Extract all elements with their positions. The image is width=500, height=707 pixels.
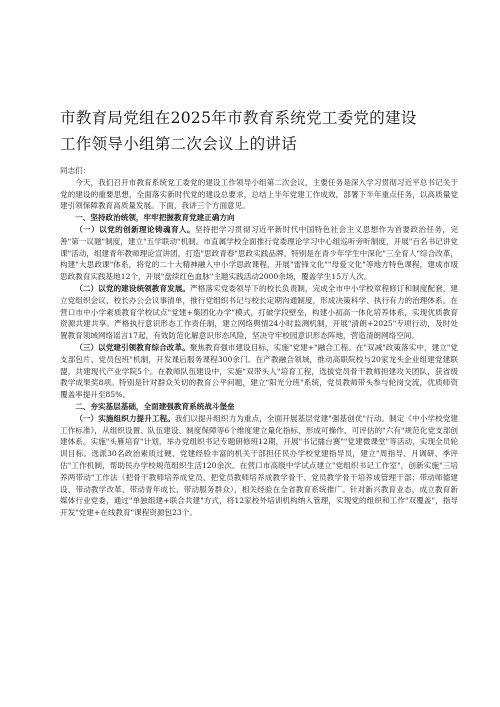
section-1-sub-3-text: 聚焦教育强市建设目标，实施"党建+"融合工程。在"双减"政策落实中，建立"党支部包片、党员包班"机制，开发课后服务课程300余门。在产教融合领域，推动高职院校与20家龙头企业组建党建联盟，共建现代产业学院5个。在教师队伍建设中，实施"双带头人"培育工程，选拔党员骨干教师担建攻关团队，获省级教学成果奖8项。特别是针对群众关切的教育公平问题，建立"阳光分班"系统，党员教师带头参与轮岗交流，优质师资覆盖率提升至85%。 bbox=[60, 342, 458, 400]
section-2-sub-1-text: 我们以提升组织力为重点，全面开展基层党建"强基创优"行动。制定《中小学校党建工作标准》，从组织设置、队伍建设、制度保障等6个维度建立量化指标，形成可操作、可评估的"六有"规范化党支部创建体系。实施"头雁培育"计划，举办党组织书记专题研修班12期，开展"书记擂台赛""党建微课堂"等活动，实现全员轮训目标。选派30名政治素质过硬、党建经验丰富的机关干部担任民办学校党建指导员，建立"周指导、月调研、季评估"工作机制，帮助民办学校规范组织生活120余次。在营口市高级中学试点建立"党组织书记工作室"，创新实施"三培养两带动"工作法（把骨干教师培养成党员、把党员教师培养成教学骨干、党员教学骨干培养成管理干部；带动师德建设、带动教学改革、带动青年成长、带动服务群众），相关经验在全省教育系统推广。针对新兴教育业态，成立教育新媒体行业党委，通过"单独组建+联合共建"方式，将12家校外培训机构纳入管理，实现党的组织和工作"双覆盖"，指导开发"党建+在线教育"课程资源包23个。 bbox=[60, 413, 459, 518]
document-title-line-2: 工作领导小组第二次会议上的讲话 bbox=[60, 135, 298, 153]
section-1-sub-3-lead: （三）以党建引领教育综合改革。 bbox=[75, 342, 190, 352]
section-1-sub-1-text: 坚持把学习贯彻习近平新时代中国特色社会主义思想作为首要政治任务，完善"第一议题"制度，建立"五学联动"机制。市直属学校全面推行党委理论学习中心组巡听旁听制度，开展"百名书记讲党课"活动，组建青年教师理论宣讲团，打造"思政青春"思政实践品牌。特别是在青少年学生中深化"三全育人"综合改革，构建"大思政课"体系，将党的二十大精神融入中小学思政课程，开展"雷锋文化""母爱文化"等地方特色课程，建成市级思政教育实践基地12个，开展"盘续红色血脉"主题实践活动2000余场，覆盖学生15万人次。 bbox=[60, 224, 458, 282]
section-1-paragraph-2 bbox=[60, 283, 458, 342]
section-1-sub-2-lead: （二）以党的建设统领教育发展。 bbox=[75, 283, 191, 293]
greeting: 同志们： bbox=[60, 166, 91, 175]
section-2-heading: 二、夯实基层基础，全面建强教育系统战斗堡垒 bbox=[75, 401, 235, 411]
intro-paragraph: 今天，我们召开市教育系统党工委党的建设工作领导小组第二次会议，主要任务是深入学习贯彻习近平总书记关于党的建设的重要思想，全面落实新时代党的建设总要求，总结上半年党建工作成效，部署下半年重点任务，以高质量党建引领保障教育高质量发展。下面，我讲三个方面意见。 bbox=[60, 177, 458, 211]
section-1-sub-2-text: 严格落实党委领导下的校长负责制，完成全市中小学校章程修订和制度配套，建立党组织会议、校长办公会议事清单，推行党组织书记与校长定期沟通制度，形成决策科学、执行有力的治理体系。在营口市中小学素质教育学校试点"党建+集团化办学"模式，打破学段壁垒，构建小初高一体化培养体系，实现优质教育资源共建共享。严格执行意识形态工作责任制，建立网络舆情24小时监测机制，开展"清朗+2025"专项行动，及时处置教育领域网络谣言17起，有效防范化解意识形态风险，坚决守牢校园意识形态阵地，营造清朗网络空间。 bbox=[60, 283, 459, 341]
document-title-line-1: 市教育局党组在2025年市教育系统党工委党的建设 bbox=[60, 109, 417, 127]
section-2-paragraph-1 bbox=[60, 413, 458, 519]
document-body bbox=[60, 165, 458, 519]
section-2-sub-1-lead: （一）实施组织力提升工程。 bbox=[75, 413, 175, 423]
section-1-paragraph-1 bbox=[60, 224, 458, 283]
section-1-heading: 一、坚持政治统领，牢牢把握教育党建正确方向 bbox=[75, 213, 235, 223]
section-1-sub-1-lead: （一）以党的创新理论铸魂育人。 bbox=[75, 224, 195, 234]
section-1-paragraph-3 bbox=[60, 342, 458, 401]
